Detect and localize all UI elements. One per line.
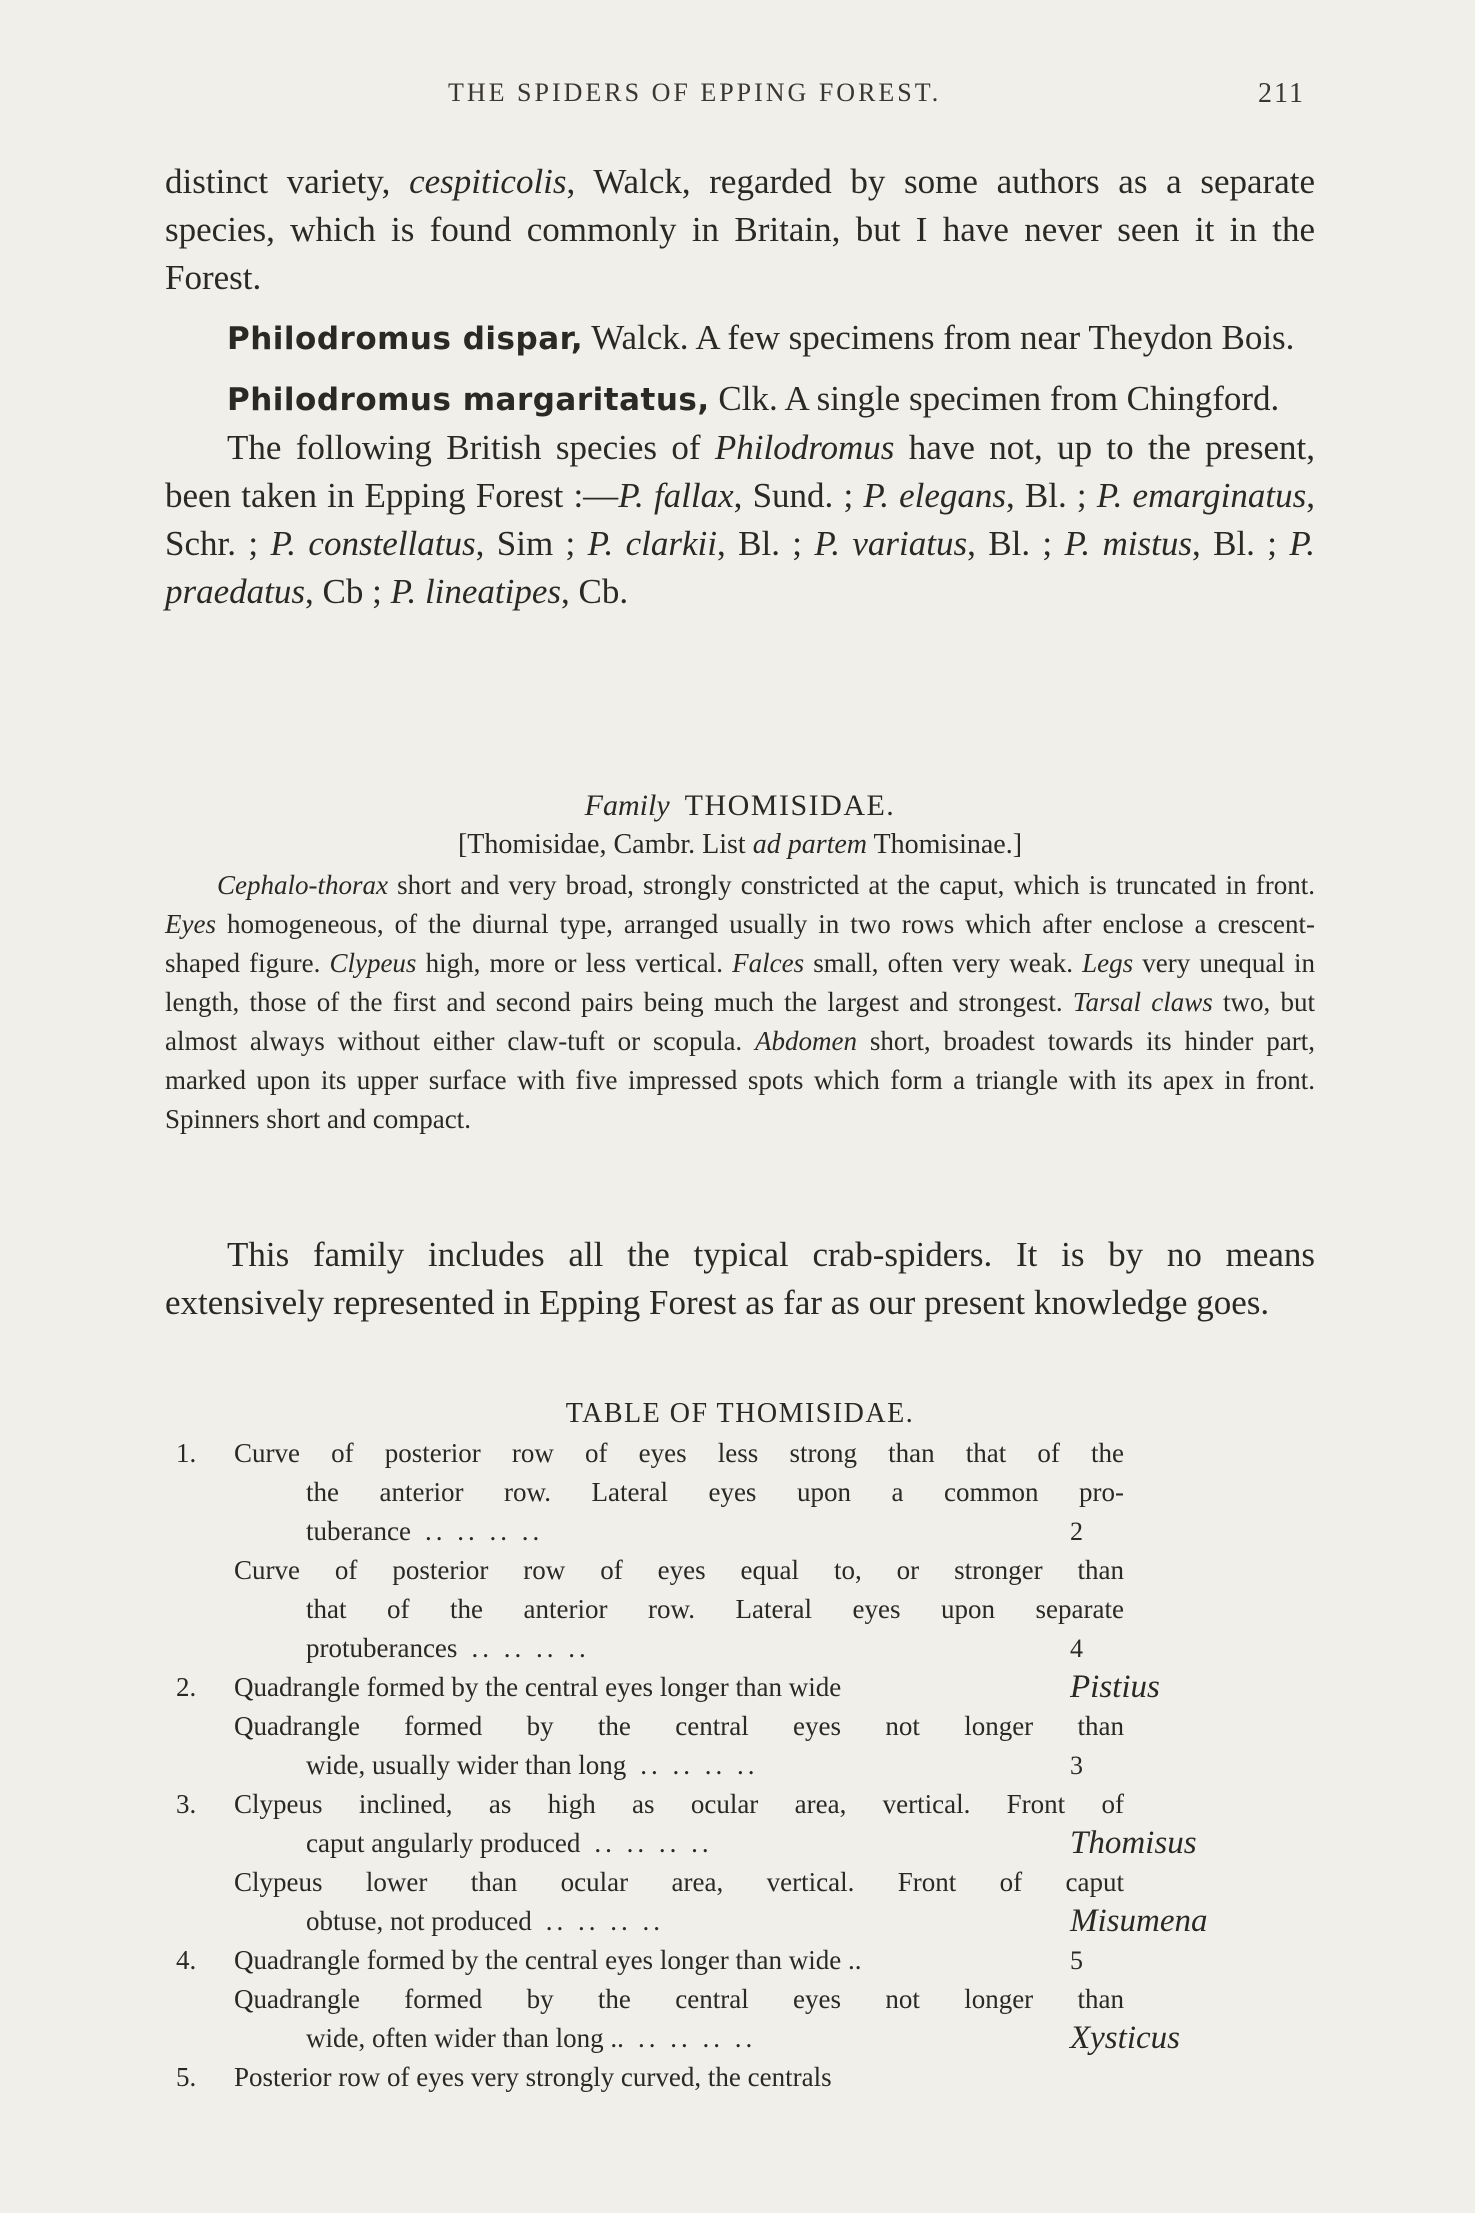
species-name: Philodromus dispar, — [227, 321, 584, 357]
entry-line-text: that of the anterior row. Lateral eyes upon separate — [306, 1594, 1124, 1624]
entry-text — [234, 1434, 1124, 1551]
entry-line-text: the anterior row. Lateral eyes upon a common pro- — [306, 1477, 1124, 1507]
page-number: 211 — [1258, 78, 1305, 109]
anatomical-term: Tarsal claws — [1072, 987, 1213, 1017]
genus-result: Pistius — [1070, 1669, 1160, 1705]
entry-line-text: Quadrangle formed by the central eyes longer than wide .. — [234, 1945, 862, 1975]
key-reference-number: 3 — [1070, 1751, 1083, 1780]
species-name: P. mistus — [1064, 524, 1192, 563]
key-entry — [150, 2058, 1270, 2097]
dot-leader: .. .. .. .. — [640, 1750, 759, 1780]
family-description — [165, 866, 1315, 1139]
entry-line — [234, 1980, 1124, 2019]
species-name: P. praedatus — [165, 524, 1316, 611]
entry-line — [234, 1590, 1124, 1629]
intro-paragraph: distinct variety, cespiticolis, Walck, regarded by some authors as a separate species, which is found commonly in Britain, but I have never seen it in the Forest. — [165, 162, 1315, 297]
entry-line — [234, 1707, 1124, 1746]
key-entry — [150, 1707, 1270, 1785]
family-section — [165, 786, 1315, 864]
species-name: P. fallax — [618, 476, 734, 515]
species-entry-margaritatus: Philodromus margaritatus, Clk. A single specimen from Chingford. — [227, 379, 1280, 418]
variety-name: cespiticolis — [409, 162, 567, 201]
dot-leader: .. .. .. .. — [594, 1828, 713, 1858]
entry-text — [234, 1941, 1124, 1980]
entry-line-text: Quadrangle formed by the central eyes not longer than — [234, 1711, 1124, 1741]
species-authority: , Bl. ; — [1006, 476, 1097, 515]
genus-result: Xysticus — [1070, 2020, 1180, 2056]
species-authority: , Sim ; — [475, 524, 588, 563]
entry-line-text: obtuse, not produced — [306, 1906, 532, 1936]
key-reference-number: 4 — [1070, 1634, 1083, 1663]
entry-text — [234, 1668, 1124, 1707]
key-entry — [150, 1941, 1270, 1980]
entry-line — [234, 1512, 1124, 1551]
running-head — [0, 78, 1475, 118]
entry-line — [234, 1824, 1124, 1863]
entry-number: 2. — [176, 1672, 197, 1702]
entry-number: 5. — [176, 2062, 197, 2092]
entry-line-text: wide, usually wider than long — [306, 1750, 627, 1780]
key-entry — [150, 1551, 1270, 1668]
description-text: small, often very weak. — [804, 948, 1083, 978]
anatomical-term: Legs — [1082, 948, 1134, 978]
entry-text — [234, 1551, 1124, 1668]
entry-line — [234, 2058, 1124, 2097]
anatomical-term: Falces — [732, 948, 805, 978]
key-reference-number: 2 — [1070, 1517, 1083, 1546]
entry-line-text: Curve of posterior row of eyes equal to, or stronger than — [234, 1555, 1124, 1585]
genus-name: Philodromus — [714, 428, 895, 467]
genus-result: Thomisus — [1070, 1825, 1197, 1861]
entry-line — [234, 1785, 1124, 1824]
species-authority: , Bl. ; — [967, 524, 1065, 563]
species-name: P. lineatipes — [390, 572, 562, 611]
entry-text — [234, 2058, 1124, 2097]
entry-line — [234, 1941, 1124, 1980]
key-table-heading — [165, 1394, 1315, 1434]
entry-line-text: Curve of posterior row of eyes less strong than that of the — [234, 1438, 1124, 1468]
entry-line — [234, 1473, 1124, 1512]
description-text: homogeneous, of the diurnal type, arranged usually in two rows which after enclose a crescent-shaped figure. — [165, 909, 1315, 978]
species-authority: , Bl. ; — [717, 524, 815, 563]
species-name: P. elegans — [863, 476, 1007, 515]
entry-line — [234, 1434, 1124, 1473]
description-paragraph — [165, 866, 1315, 1139]
entry-line — [234, 1902, 1124, 1941]
entry-text — [234, 1785, 1124, 1863]
species-entry-dispar: Philodromus dispar, Walck. A few specimens from near Theydon Bois. — [227, 318, 1295, 357]
species-authority: , Cb ; — [305, 572, 391, 611]
family-synonymy: [Thomisidae, Cambr. List ad partem Thomisinae.] — [457, 829, 1023, 860]
entry-number: 4. — [176, 1945, 197, 1975]
family-name: THOMISIDAE. — [684, 789, 896, 822]
anatomical-term: Clypeus — [329, 948, 417, 978]
entry-text — [234, 1980, 1124, 2058]
entry-line — [234, 1746, 1124, 1785]
species-name: P. clarkii — [587, 524, 717, 563]
upper-text — [165, 158, 1315, 616]
species-authority: , Schr. ; — [165, 476, 1315, 563]
entry-line — [234, 2019, 1124, 2058]
table-title: TABLE OF THOMISIDAE. — [565, 1398, 915, 1429]
species-name: P. variatus — [814, 524, 968, 563]
entry-line-text: tuberance — [306, 1516, 411, 1546]
description-text: two, but almost always without either claw-tuft or scopula. — [165, 987, 1315, 1056]
entry-text — [234, 1707, 1124, 1785]
entry-number: 3. — [176, 1789, 197, 1819]
description-text: short, broadest towards its hinder part, marked upon its upper surface with five impressed spots which form a triangle with its apex in front. Spinners short and compact. — [165, 1026, 1315, 1134]
entry-line — [234, 1863, 1124, 1902]
species-authority: , Cb. — [561, 572, 629, 611]
key-reference-number: 5 — [1070, 1946, 1083, 1975]
description-text: high, more or less vertical. — [416, 948, 733, 978]
genus-result: Misumena — [1070, 1903, 1208, 1939]
entry-line-text: Clypeus inclined, as high as ocular area, vertical. Front of — [234, 1789, 1124, 1819]
dot-leader: .. .. .. .. — [545, 1906, 664, 1936]
entry-line — [234, 1668, 1124, 1707]
family-heading — [165, 786, 1315, 826]
entry-line — [234, 1629, 1124, 1668]
description-text: short and very broad, strongly constricted at the caput, which is truncated in front. — [387, 870, 1315, 900]
running-title: THE SPIDERS OF EPPING FOREST. — [448, 78, 942, 107]
species-name: Philodromus margaritatus, — [227, 382, 710, 418]
dot-leader: .. .. .. .. — [424, 1516, 544, 1546]
family-label: Family — [584, 789, 670, 822]
key-entry — [150, 1980, 1270, 2058]
entry-line-text: caput angularly produced — [306, 1828, 581, 1858]
key-table — [150, 1434, 1270, 2097]
anatomical-term: Cephalo-thorax — [217, 870, 388, 900]
entry-line-text: Quadrangle formed by the central eyes not longer than — [234, 1984, 1124, 2014]
anatomical-term: Abdomen — [755, 1026, 858, 1056]
entry-line — [234, 1551, 1124, 1590]
entry-line-text: Quadrangle formed by the central eyes longer than wide — [234, 1672, 842, 1702]
anatomical-term: Eyes — [165, 909, 216, 939]
entry-number: 1. — [176, 1438, 197, 1468]
entry-line-text: protuberances — [306, 1633, 458, 1663]
entry-text — [234, 1863, 1124, 1941]
dot-leader: .. .. .. .. — [637, 2023, 757, 2053]
entry-line-text: wide, often wider than long .. — [306, 2023, 624, 2053]
entry-line-text: Clypeus lower than ocular area, vertical. Front of caput — [234, 1867, 1124, 1897]
dot-leader: .. .. .. .. — [471, 1633, 590, 1663]
entry-line-text: Posterior row of eyes very strongly curved, the centrals — [234, 2062, 832, 2092]
description-text: very unequal in length, those of the first and second pairs being much the largest and strongest. — [165, 948, 1315, 1017]
species-not-taken-paragraph: The following British species of Philodromus have not, up to the present, been taken in Epping Forest :—P. fallax, Sund. ; P. elegans, Bl. ; P. emarginatus, Schr. ; P. constellatus, Sim ; P. clarkii, Bl. ; P. variatus, Bl. ; P. mistus, Bl. ; P. praedatus, Cb ; P. lineatipes, Cb. — [165, 428, 1316, 611]
key-entry — [150, 1668, 1270, 1707]
species-name: P. constellatus — [270, 524, 476, 563]
key-entry — [150, 1785, 1270, 1863]
species-name: P. emarginatus — [1096, 476, 1307, 515]
key-entry — [150, 1434, 1270, 1551]
species-authority: , Bl. ; — [1191, 524, 1290, 563]
crab-spiders-paragraph: This family includes all the typical crab-spiders. It is by no means extensively represented in Epping Forest as far as our present knowledge goes. — [165, 1235, 1315, 1322]
crab-paragraph-block — [165, 1231, 1315, 1327]
species-authority: , Sund. ; — [733, 476, 864, 515]
key-entry — [150, 1863, 1270, 1941]
